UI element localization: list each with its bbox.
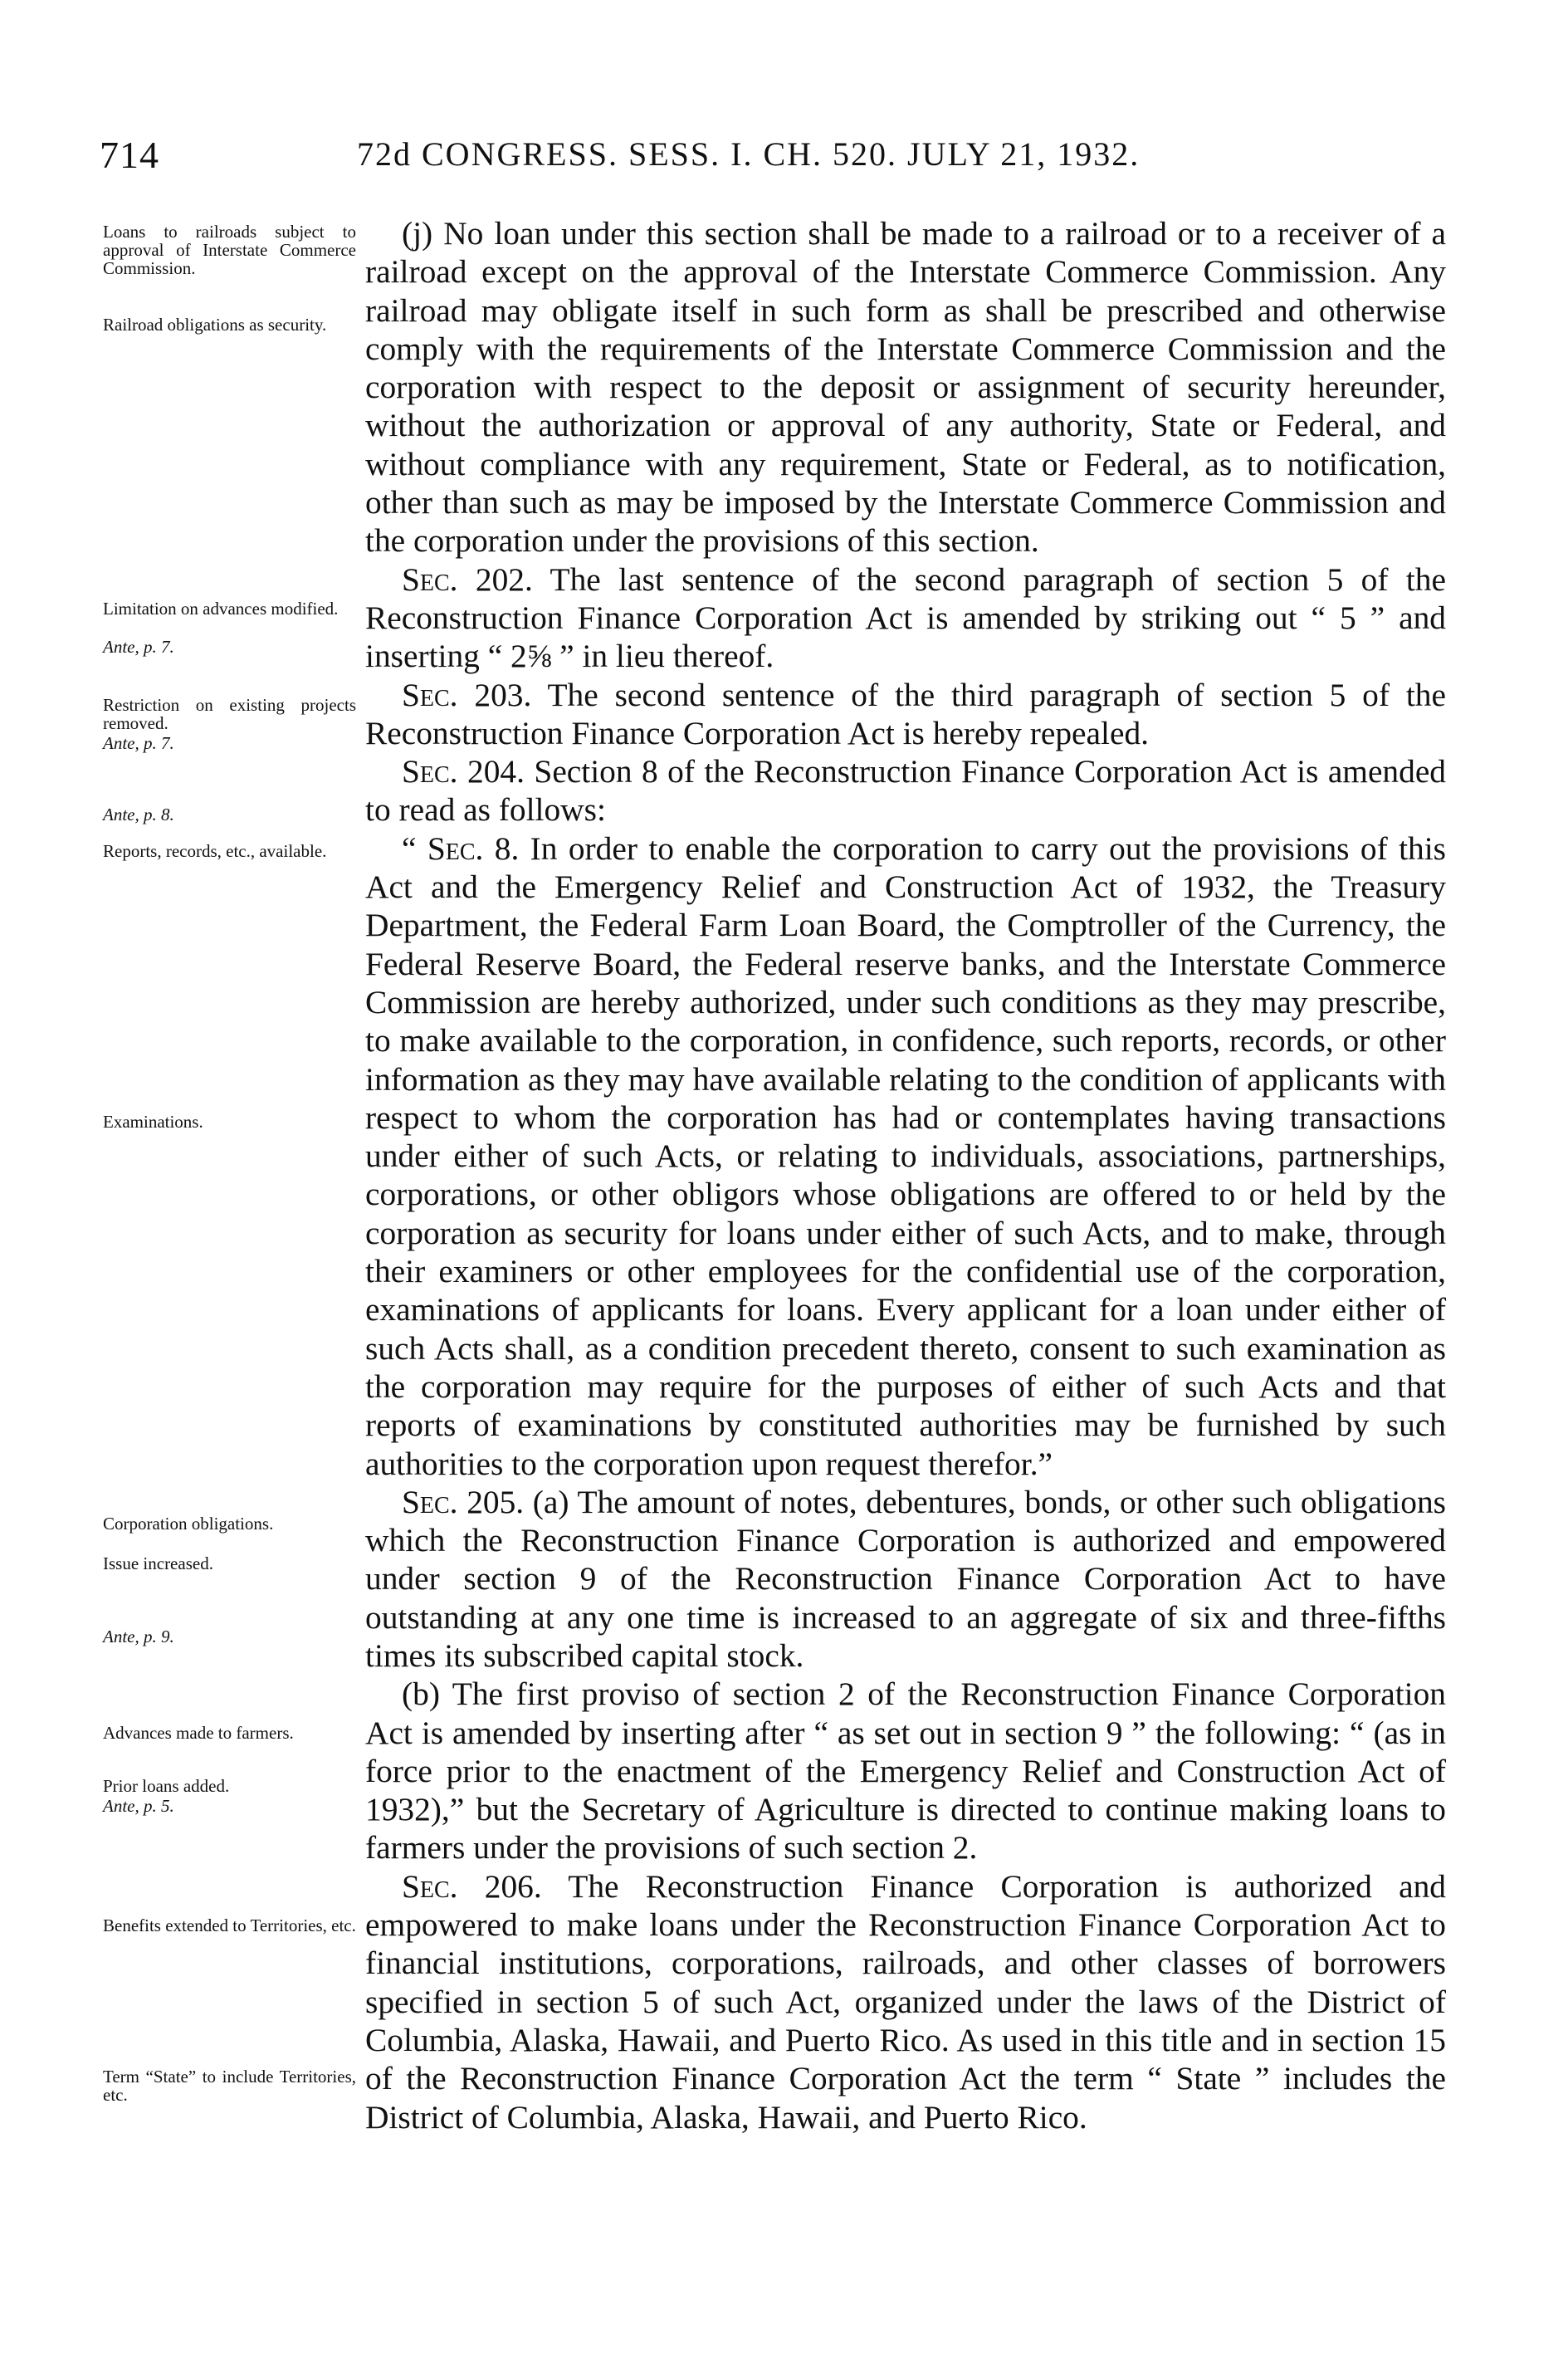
section-202 (365, 560, 1446, 676)
margin-note-prior-loans: Prior loans added. (103, 1776, 230, 1796)
running-head (100, 133, 1444, 183)
section-text: The Reconstruction Finance Corporation is authorized and empowered to make loans under the Reconstruction Finance Corporation Act to financial institutions, corporations, railroads, and other classes of borrowers specified in section 5 of such Act, organized under the laws of the District of Columbia, Alaska, Hawaii, and Puerto Rico. As used in this title and in section 15 of the Reconstruction Finance Corporation Act the term “ State ” includes the District of Columbia, Alaska, Hawaii, and Puerto Rico. (365, 1867, 1446, 2136)
section-text: (a) The amount of notes, debentures, bonds, or other such obligations which the Reconstruction Finance Corporation is authorized and empowered under section 9 of the Reconstruction Finance Corporation Act to have outstanding at any one time is increased to an aggregate of six and three-fifths times its subscribed capital stock. (365, 1483, 1446, 1674)
margin-note-ante-7a: Ante, p. 7. (103, 637, 174, 657)
margin-note-ante-7b: Ante, p. 7. (103, 733, 174, 753)
margin-note-loans-railroads: Loans to railroads subject to approval of Interstate Commerce Commission. (103, 222, 356, 278)
section-label: Sec. 204. (402, 753, 525, 790)
section-text: In order to enable the corporation to carry out the provisions of this Act and the Emergency Relief and Construction Act of 1932, the Treasury Department, the Federal Farm Loan Board, the Comptroller of the Currency, the Federal Reserve Board, the Federal reserve banks, and the Interstate Commerce Commission are hereby authorized, under such conditions as they may prescribe, to make available to the corporation, in confidence, such reports, records, or other information as they may have available relating to the condition of applicants with respect to whom the corporation has had or contemplates having transactions under either of such Acts, or relating to individuals, associations, partnerships, corporations, or other obligors whose obligations are offered to or held by the corporation as security for loans under either of such Acts, and to make, through their examiners or other employees for the confidential use of the corporation, examinations of applicants for loans. Every applicant for a loan under either of such Acts shall, as a condition precedent thereto, consent to such examination as the corporation may require for the purposes of either of such Acts and that reports of examinations by constituted authorities may be furnished by such authorities to the corporation upon request therefor.” (365, 829, 1446, 1482)
margin-note-examinations: Examinations. (103, 1112, 203, 1132)
margin-note-restriction-projects: Restriction on existing projects removed. (103, 695, 356, 733)
running-title: 72d CONGRESS. SESS. I. CH. 520. JULY 21, 1932. (357, 135, 1141, 173)
margin-note-reports-available: Reports, records, etc., available. (103, 841, 327, 861)
section-203 (365, 676, 1446, 753)
section-204 (365, 752, 1446, 829)
margin-note-railroad-obligations: Railroad obligations as security. (103, 315, 327, 335)
section-label: Sec. 205. (402, 1483, 525, 1520)
margin-note-ante-8: Ante, p. 8. (103, 805, 174, 824)
section-205a (365, 1483, 1446, 1675)
margin-note-benefits-territories: Benefits extended to Territories, etc. (103, 1915, 356, 1935)
section-8-quoted (365, 829, 1446, 1483)
margin-note-issue-increased: Issue increased. (103, 1553, 213, 1573)
section-text: The second sentence of the third paragraph of section 5 of the Reconstruction Finance Corporation Act is hereby repealed. (365, 676, 1446, 751)
section-text: The last sentence of the second paragraph of section 5 of the Reconstruction Finance Corporation Act is amended by striking out “ 5 ” and inserting “ 2⅝ ” in lieu thereof. (365, 560, 1446, 675)
section-206 (365, 1867, 1446, 2136)
section-text: Section 8 of the Reconstruction Finance Corporation Act is amended to read as follows: (365, 753, 1446, 829)
paragraph-j: (j) No loan under this section shall be made to a railroad or to a receiver of a railroad except on the approval of the Interstate Commerce Commission. Any railroad may obligate itself in such form as shall be prescribed and otherwise comply with the requirements of the Interstate Commerce Commission and the corporation with respect to the deposit or assignment of security hereunder, without the authorization or approval of any authority, State or Federal, and without compliance with any requirement, State or Federal, as to notification, other than such as may be imposed by the Interstate Commerce Commission and the corporation under the provisions of this section. (365, 215, 1446, 560)
section-label: “ Sec. 8. (402, 829, 520, 867)
section-label: Sec. 203. (402, 676, 532, 713)
section-label: Sec. 206. (402, 1867, 542, 1905)
margin-note-advances-farmers: Advances made to farmers. (103, 1723, 294, 1743)
margin-note-limitation-advances: Limitation on advances modified. (103, 599, 339, 619)
margin-note-ante-9: Ante, p. 9. (103, 1627, 174, 1646)
section-205b: (b) The first proviso of section 2 of the Reconstruction Finance Corporation Act is amended by inserting after “ as set out in section 9 ” the following: “ (as in force prior to the enactment of the Emergency Relief and Construction Act of 1932),” but the Secretary of Agriculture is directed to continue making loans to farmers under the provisions of such section 2. (365, 1676, 1446, 1867)
page-number: 714 (100, 134, 159, 176)
margin-note-term-state: Term “State” to include Territories, etc. (103, 2067, 356, 2105)
statute-body (365, 214, 1446, 2136)
section-label: Sec. 202. (402, 560, 533, 598)
margin-note-ante-5: Ante, p. 5. (103, 1796, 174, 1816)
margin-note-corporation-obligations: Corporation obligations. (103, 1514, 274, 1534)
